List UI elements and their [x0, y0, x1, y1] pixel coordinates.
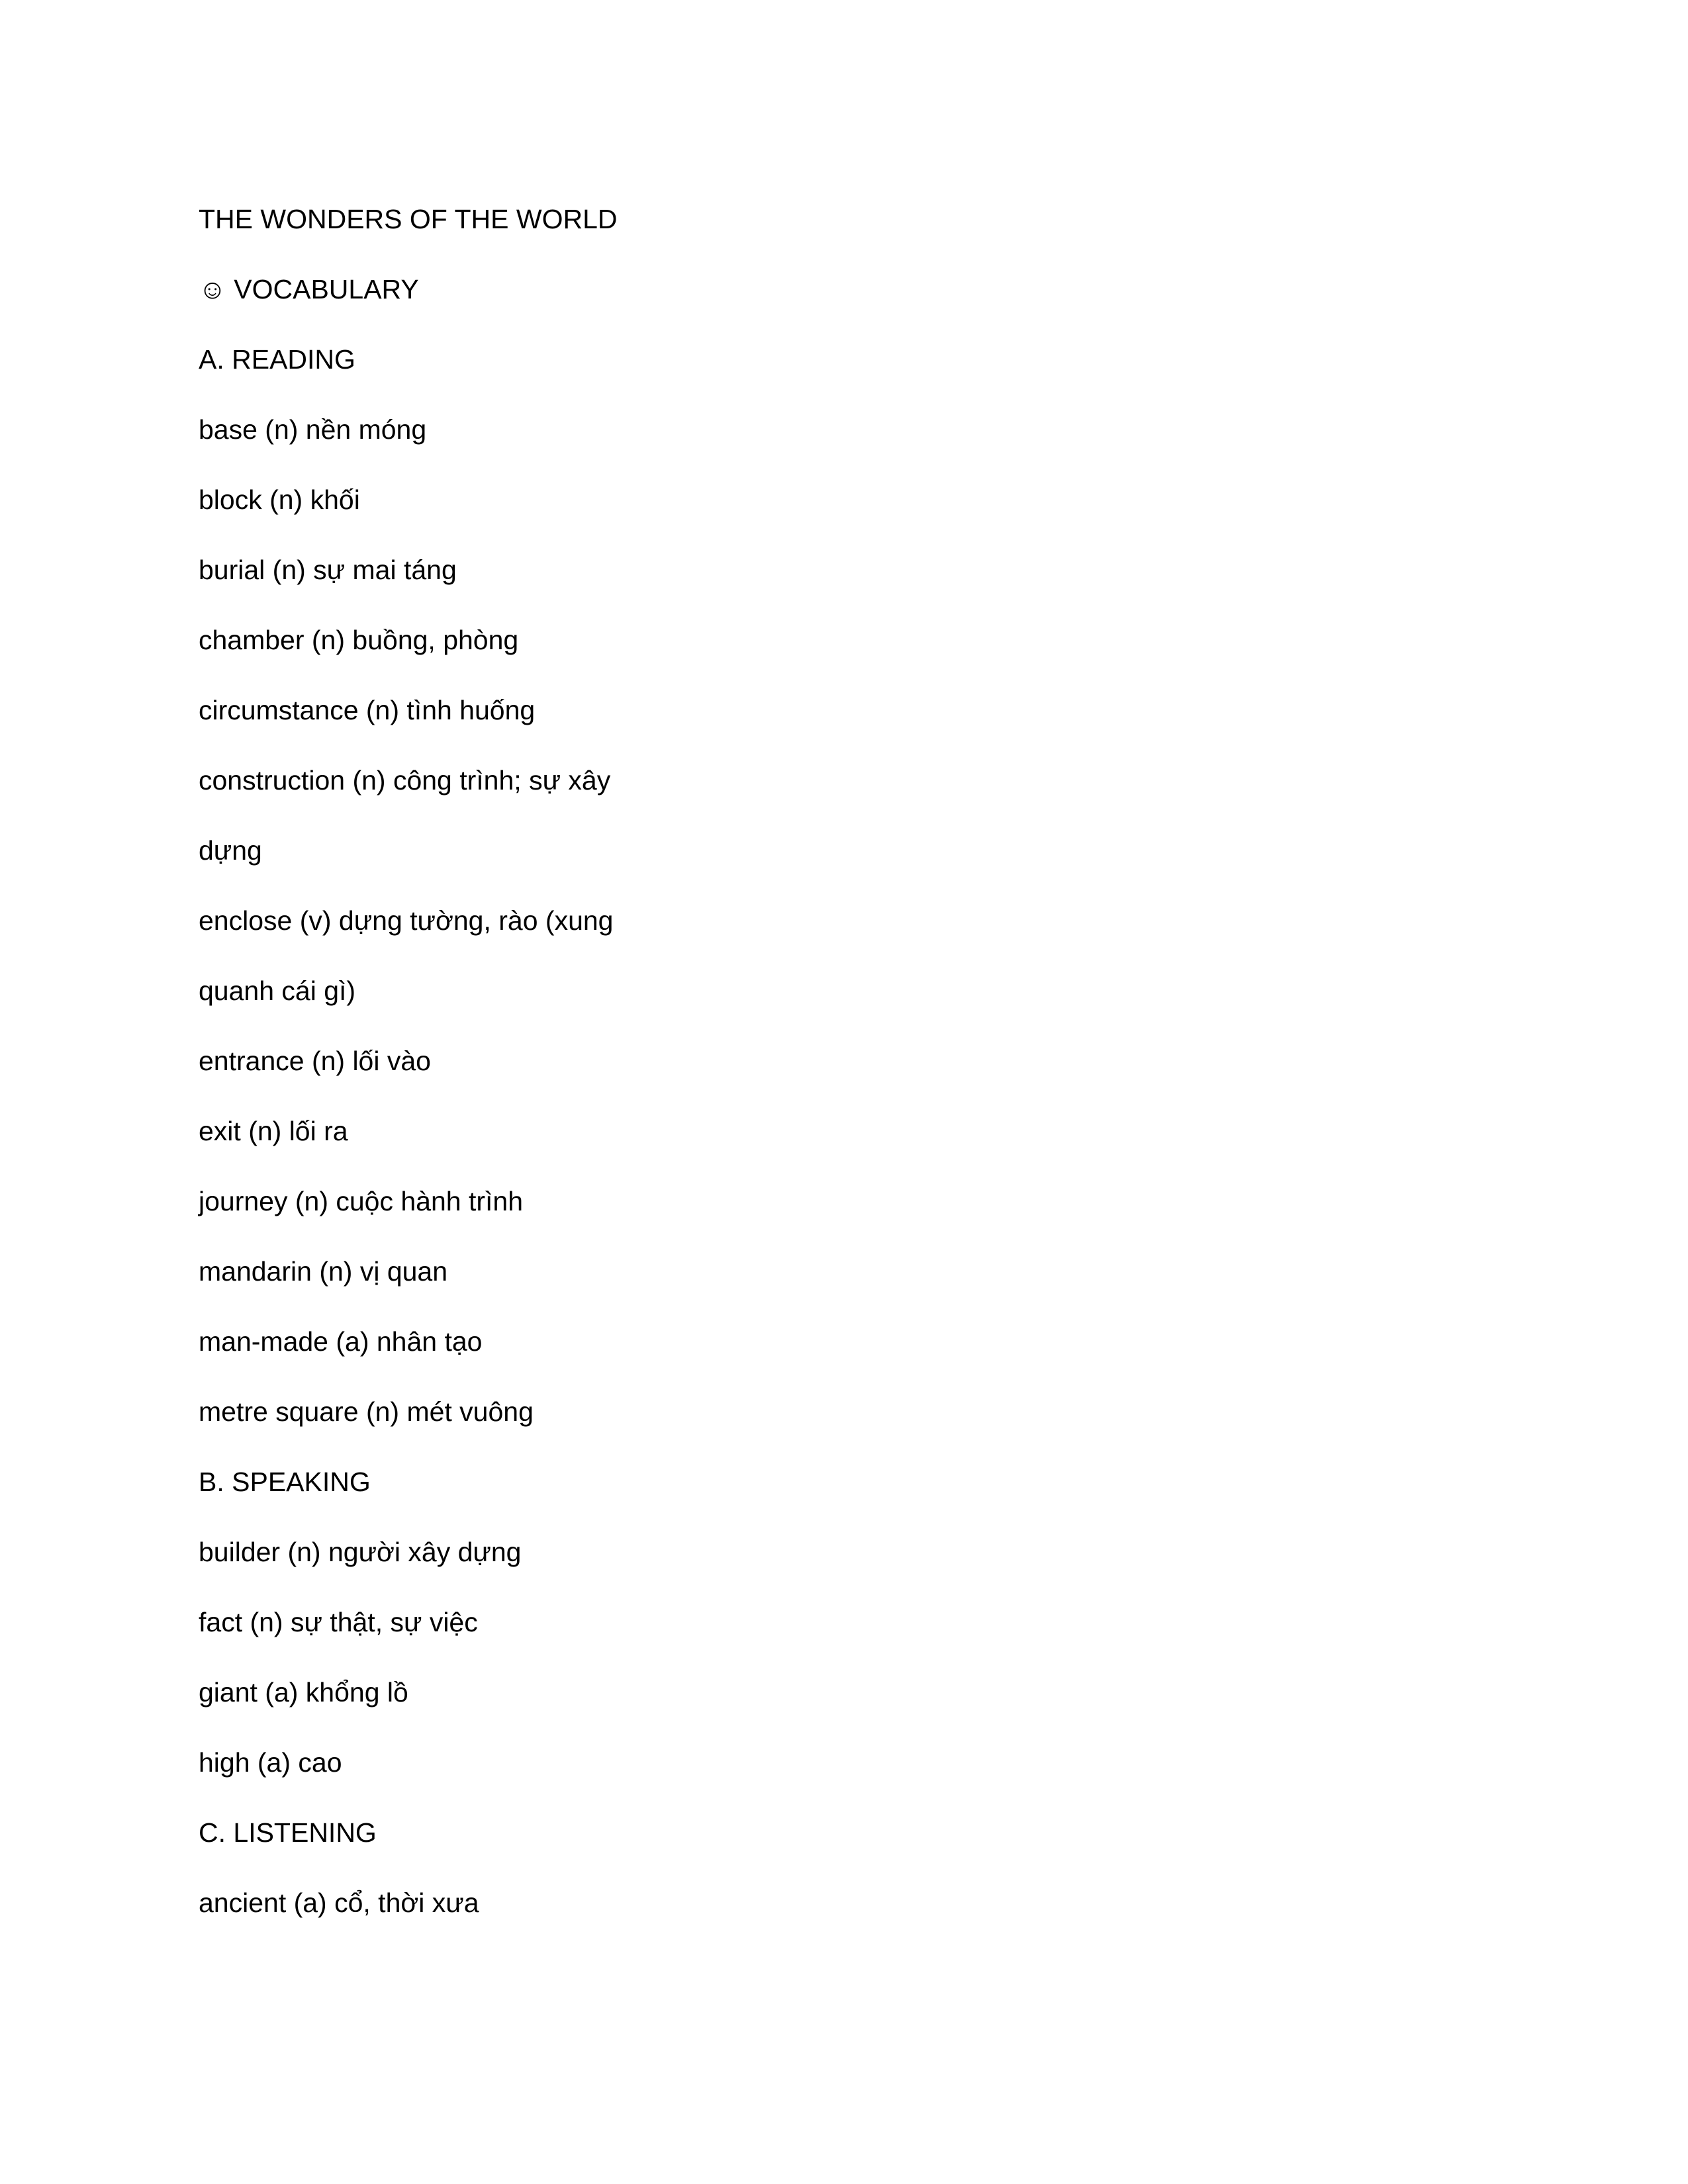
vocab-entry: giant (a) khổng lồ — [199, 1677, 408, 1707]
document-body — [199, 196, 1456, 1950]
vocab-entry: man-made (a) nhân tạo — [199, 1326, 483, 1357]
vocab-entry: enclose (v) dựng tường, rào (xung — [199, 905, 614, 936]
vocab-entry: ancient (a) cổ, thời xưa — [199, 1888, 479, 1918]
section-heading-listening: C. LISTENING — [199, 1817, 377, 1848]
section-heading-vocabulary: ☺ VOCABULARY — [199, 274, 419, 304]
vocab-entry: base (n) nền móng — [199, 414, 427, 445]
vocab-entry: journey (n) cuộc hành trình — [199, 1186, 523, 1216]
vocab-entry: chamber (n) buồng, phòng — [199, 625, 519, 655]
document-title: THE WONDERS OF THE WORLD — [199, 204, 618, 234]
vocab-entry: builder (n) người xây dựng — [199, 1537, 522, 1567]
section-heading-reading: A. READING — [199, 344, 355, 375]
vocab-entry: high (a) cao — [199, 1747, 342, 1778]
vocab-entry-continuation: dựng — [199, 835, 262, 866]
vocab-entry: entrance (n) lối vào — [199, 1046, 431, 1076]
vocab-entry: exit (n) lối ra — [199, 1116, 348, 1146]
section-heading-speaking: B. SPEAKING — [199, 1467, 371, 1497]
vocab-entry: block (n) khối — [199, 484, 360, 515]
vocab-entry: circumstance (n) tình huống — [199, 695, 536, 725]
vocab-entry: fact (n) sự thật, sự việc — [199, 1607, 478, 1637]
vocab-entry: mandarin (n) vị quan — [199, 1256, 448, 1287]
vocab-entry: metre square (n) mét vuông — [199, 1396, 534, 1427]
vocab-entry: burial (n) sự mai táng — [199, 555, 457, 585]
vocab-entry: construction (n) công trình; sự xây — [199, 765, 611, 796]
vocab-entry-continuation: quanh cái gì) — [199, 976, 356, 1006]
